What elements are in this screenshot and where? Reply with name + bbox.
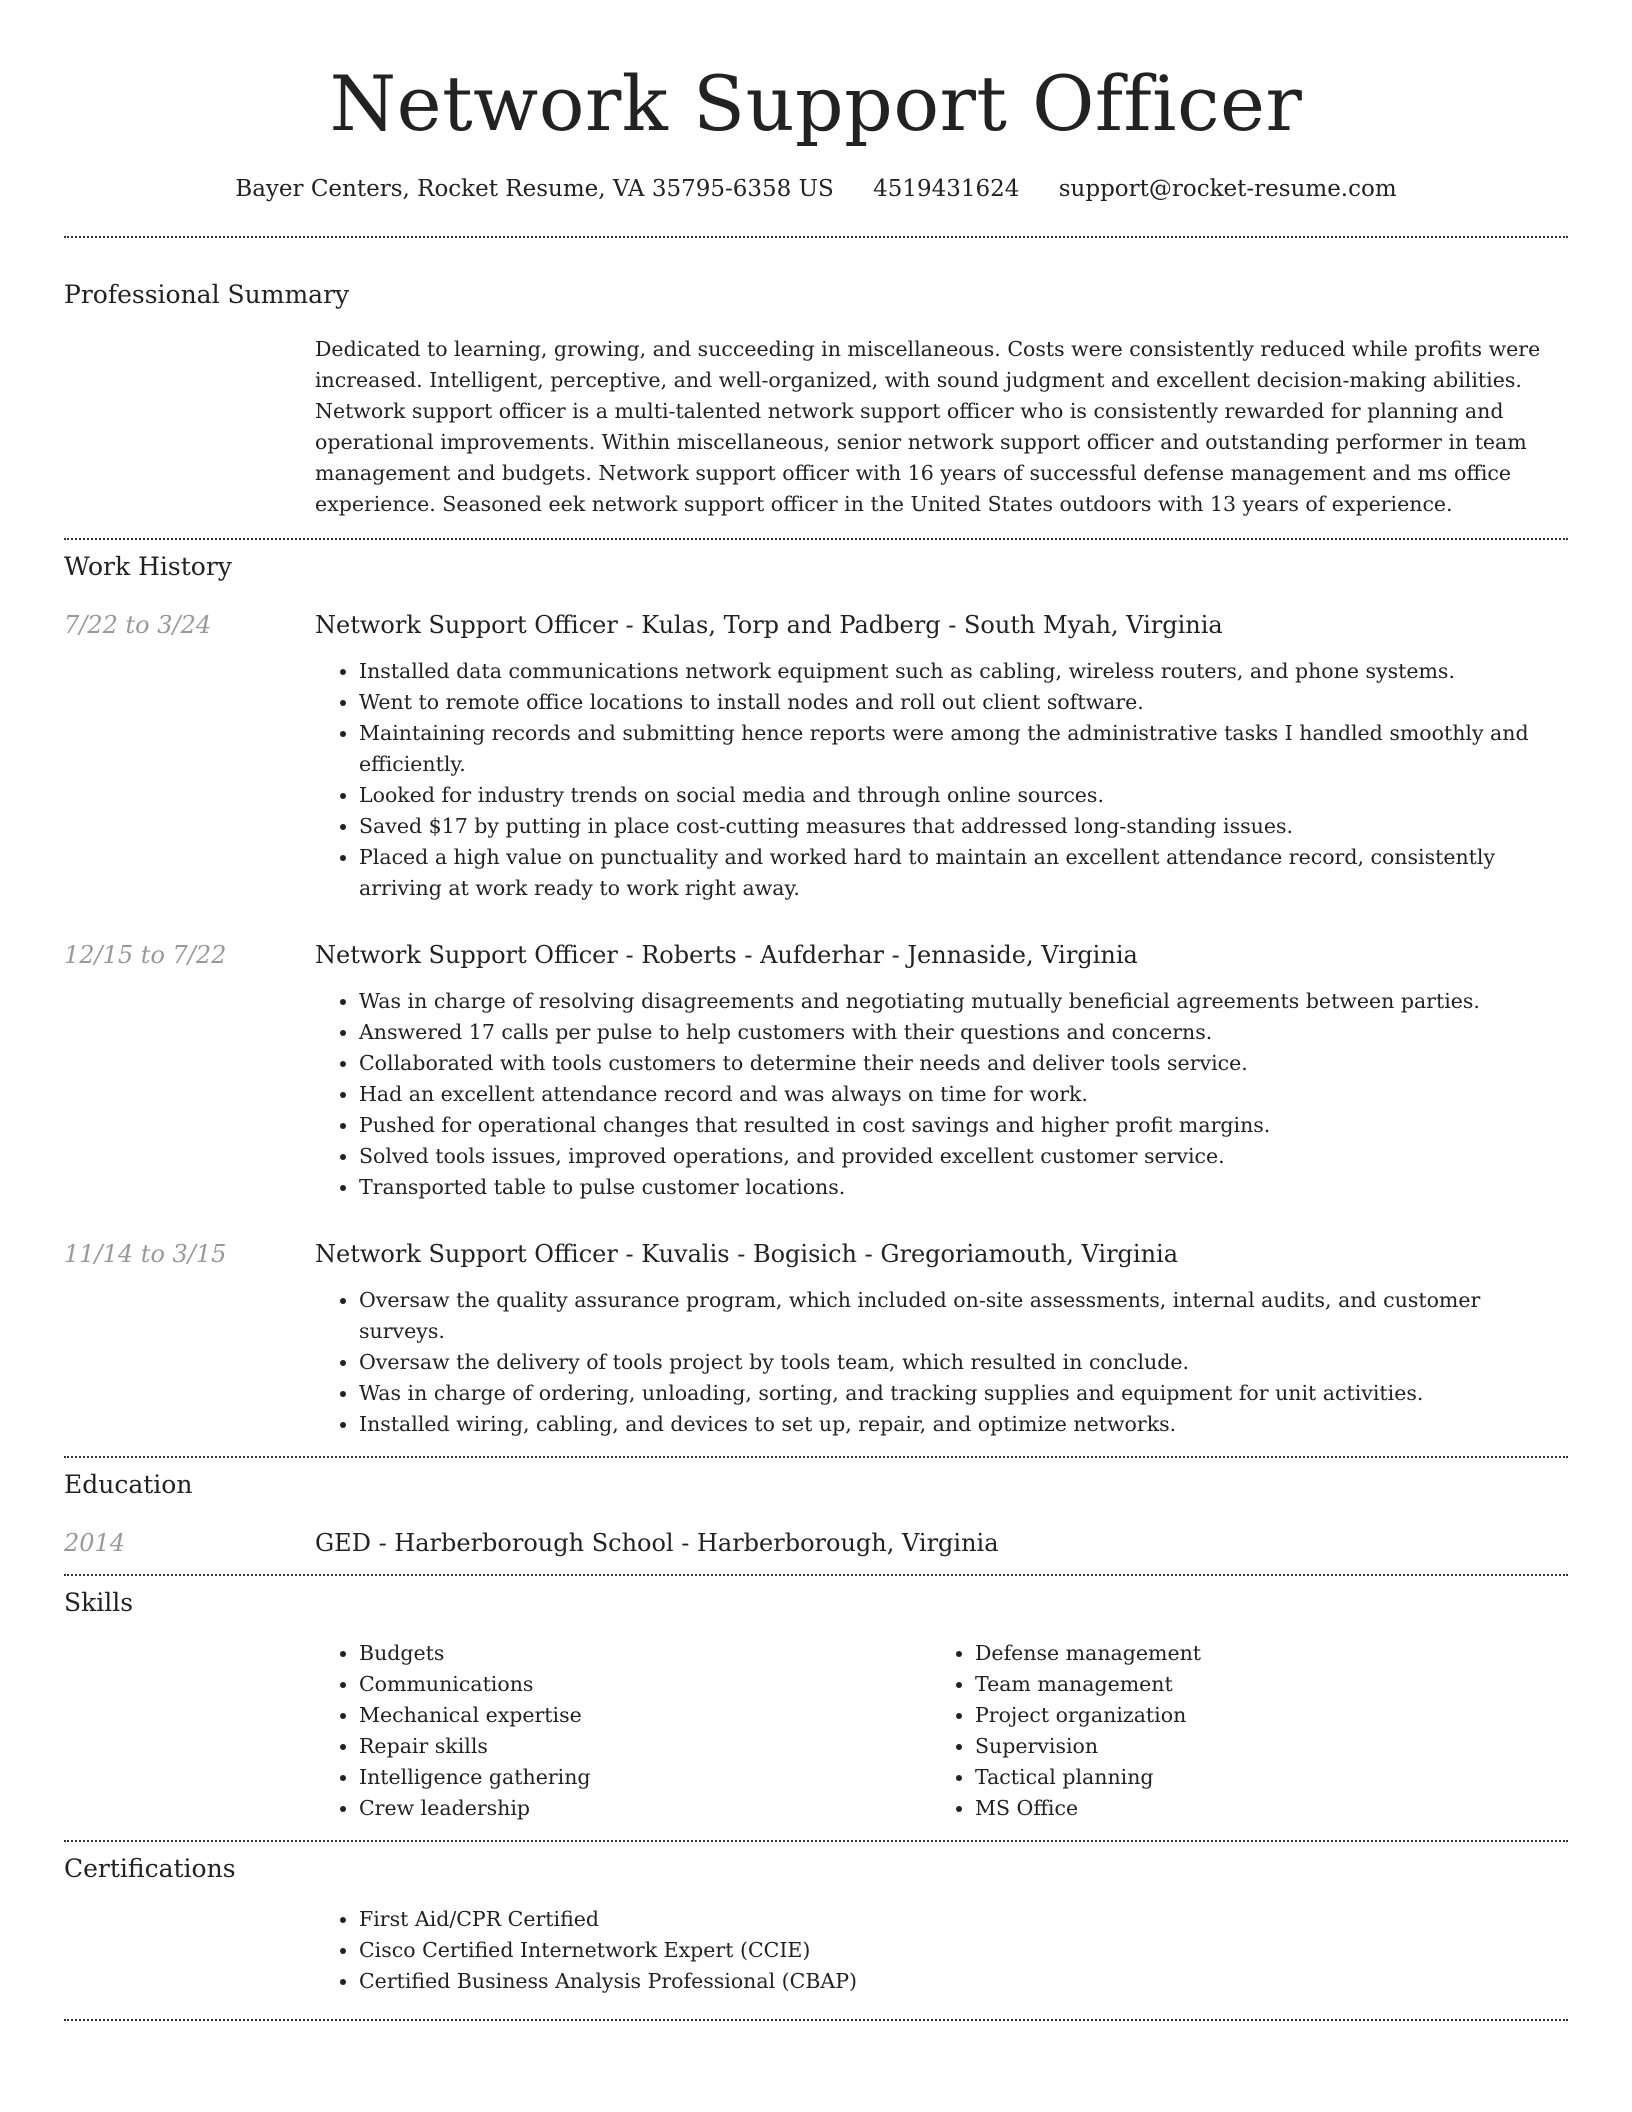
- skill-item: • Budgets: [359, 1638, 931, 1669]
- job-entry: [64, 1237, 1568, 1440]
- job-body: [315, 608, 1568, 904]
- list-item: • Was in charge of ordering, unloading, sorting, and tracking supplies and equipment for unit activities.: [359, 1378, 1568, 1409]
- job-body: [315, 938, 1568, 1203]
- list-item: • Answered 17 calls per pulse to help customers with their questions and concerns.: [359, 1017, 1568, 1048]
- skills-column-right: [931, 1638, 1547, 1824]
- skill-item: • Tactical planning: [975, 1762, 1547, 1793]
- summary-text: Dedicated to learning, growing, and succeeding in miscellaneous. Costs were consistently reduced while profits were increased. Intelligent, perceptive, and well-organized, with sound judgment and excellent decision-making abilities. Network support officer is a multi-talented network support officer who is consistently rewarded for planning and operational improvements. Within miscellaneous, senior network support officer and outstanding performer in team management and budgets. Network support officer with 16 years of successful defense management and ms office experience. Seasoned eek network support officer in the United States outdoors with 13 years of experience.: [315, 337, 1541, 516]
- education-entry: [64, 1526, 1568, 1560]
- cert-bullets: [315, 1904, 1568, 1997]
- education-body: [315, 1526, 1568, 1560]
- list-item: • Pushed for operational changes that resulted in cost savings and higher profit margins.: [359, 1110, 1568, 1141]
- section-divider: [64, 2019, 1568, 2021]
- list-item: • Placed a high value on punctuality and worked hard to maintain an excellent attendance record, consistently arriving at work ready to work right away.: [359, 842, 1568, 904]
- list-item: • Transported table to pulse customer locations.: [359, 1172, 1568, 1203]
- resume-header: [64, 0, 1568, 206]
- list-item: • Installed wiring, cabling, and devices to set up, repair, and optimize networks.: [359, 1409, 1568, 1440]
- certification-item: • Cisco Certified Internetwork Expert (CCIE): [359, 1935, 1568, 1966]
- section-title-certifications: Certifications: [64, 1854, 236, 1883]
- job-date: 12/15 to 7/22: [64, 941, 227, 969]
- education-title: GED - Harberborough School - Harberborough, Virginia: [315, 1529, 999, 1557]
- skills-list: [931, 1638, 1547, 1824]
- job-title: Network Support Officer - Kulas, Torp and Padberg - South Myah, Virginia: [315, 611, 1223, 639]
- professional-summary-section: [64, 238, 1568, 538]
- education-section: [64, 1458, 1568, 1574]
- skill-item: • Intelligence gathering: [359, 1762, 931, 1793]
- list-item: • Oversaw the delivery of tools project by tools team, which resulted in conclude.: [359, 1347, 1568, 1378]
- skills-section: [64, 1576, 1568, 1840]
- skill-item: • Supervision: [975, 1731, 1547, 1762]
- certification-item: • First Aid/CPR Certified: [359, 1904, 1568, 1935]
- certification-item: • Certified Business Analysis Professional (CBAP): [359, 1966, 1568, 1997]
- skill-item: • Project organization: [975, 1700, 1547, 1731]
- section-title-skills: Skills: [64, 1588, 134, 1617]
- job-date: 7/22 to 3/24: [64, 611, 212, 639]
- job-entry: [64, 938, 1568, 1203]
- certifications-section: [64, 1842, 1568, 2019]
- job-bullets: [315, 1285, 1568, 1440]
- certifications-list: [315, 1904, 1568, 1997]
- job-entry: [64, 608, 1568, 904]
- skills-column-left: [315, 1638, 931, 1824]
- list-item: • Oversaw the quality assurance program, which included on-site assessments, internal audits, and customer surveys.: [359, 1285, 1568, 1347]
- list-item: • Looked for industry trends on social media and through online sources.: [359, 780, 1568, 811]
- skills-grid: [315, 1638, 1568, 1824]
- section-title-summary: Professional Summary: [64, 280, 350, 309]
- job-body: [315, 1237, 1568, 1440]
- skill-item: • Defense management: [975, 1638, 1547, 1669]
- contact-address: Bayer Centers, Rocket Resume, VA 35795-6358 US: [235, 176, 834, 202]
- list-item: • Collaborated with tools customers to determine their needs and deliver tools service.: [359, 1048, 1568, 1079]
- job-title: Network Support Officer - Roberts - Aufderhar - Jennaside, Virginia: [315, 941, 1138, 969]
- list-item: • Solved tools issues, improved operations, and provided excellent customer service.: [359, 1141, 1568, 1172]
- skills-list: [315, 1638, 931, 1824]
- candidate-name: Network Support Officer: [329, 59, 1303, 148]
- section-title-work: Work History: [64, 552, 232, 581]
- section-title-education: Education: [64, 1470, 193, 1499]
- list-item: • Was in charge of resolving disagreements and negotiating mutually beneficial agreements between parties.: [359, 986, 1568, 1017]
- list-item: • Had an excellent attendance record and was always on time for work.: [359, 1079, 1568, 1110]
- work-history-section: [64, 540, 1568, 1456]
- skill-item: • MS Office: [975, 1793, 1547, 1824]
- job-bullets: [315, 986, 1568, 1203]
- contact-email: support@rocket-resume.com: [1058, 176, 1397, 202]
- skill-item: • Crew leadership: [359, 1793, 931, 1824]
- skill-item: • Mechanical expertise: [359, 1700, 931, 1731]
- list-item: • Went to remote office locations to install nodes and roll out client software.: [359, 687, 1568, 718]
- contact-phone: 4519431624: [873, 176, 1020, 202]
- skill-item: • Communications: [359, 1669, 931, 1700]
- skill-item: • Repair skills: [359, 1731, 931, 1762]
- list-item: • Maintaining records and submitting hence reports were among the administrative tasks I handled smoothly and efficiently.: [359, 718, 1568, 780]
- job-bullets: [315, 656, 1568, 904]
- contact-line: [64, 172, 1568, 206]
- list-item: • Installed data communications network equipment such as cabling, wireless routers, and phone systems.: [359, 656, 1568, 687]
- job-title: Network Support Officer - Kuvalis - Bogisich - Gregoriamouth, Virginia: [315, 1240, 1179, 1268]
- job-date: 11/14 to 3/15: [64, 1240, 227, 1268]
- skill-item: • Team management: [975, 1669, 1547, 1700]
- education-date: 2014: [64, 1529, 126, 1557]
- list-item: • Saved $17 by putting in place cost-cutting measures that addressed long-standing issues.: [359, 811, 1568, 842]
